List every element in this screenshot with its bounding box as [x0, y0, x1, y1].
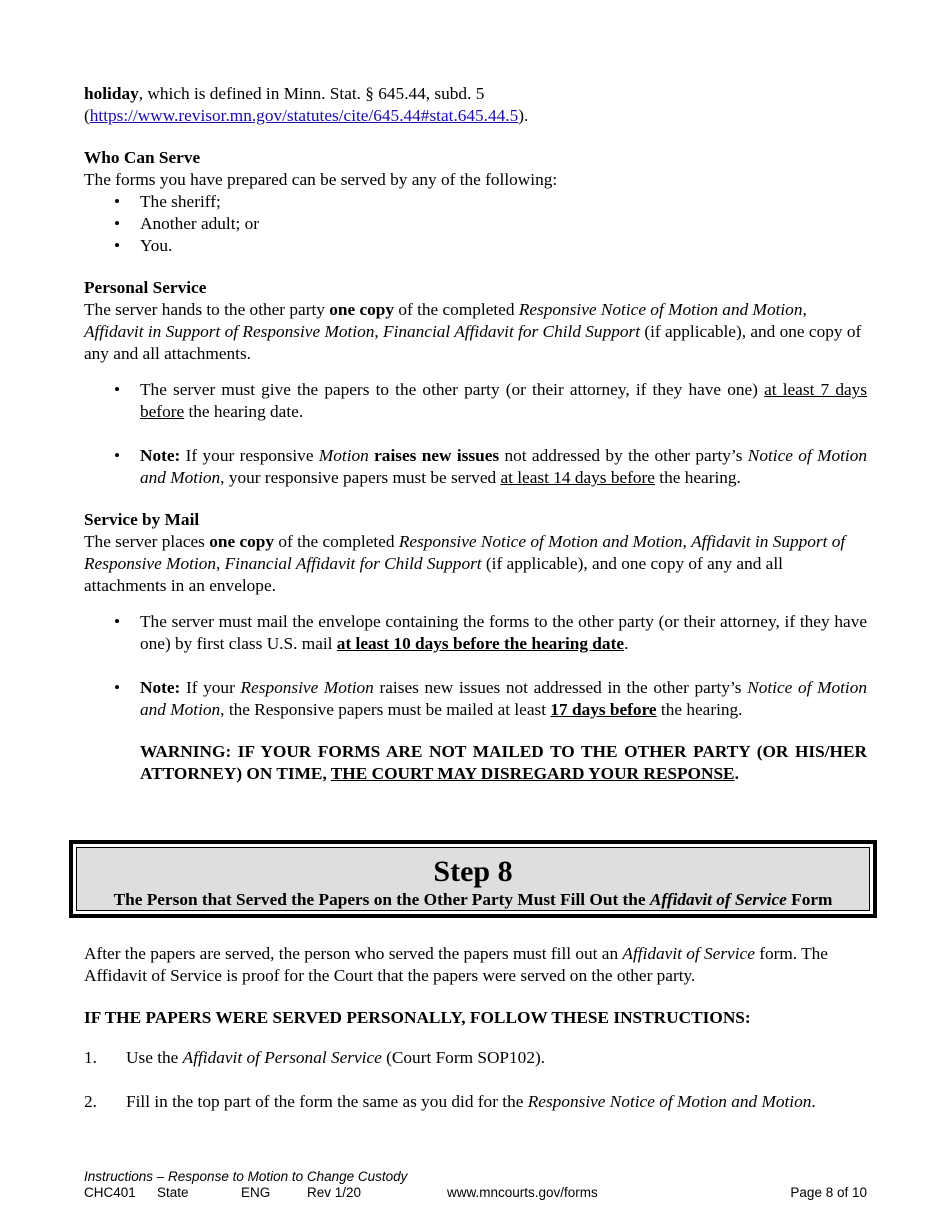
server-list — [84, 191, 867, 257]
list-item: • Note: If your responsive Motion raises new issues not addressed by the other party’s Notice of Motion and Motion, your responsive papers must be served at least 14 days before the hearing. — [114, 446, 867, 487]
personal-service-bullets — [84, 379, 867, 489]
paren: ( — [84, 106, 90, 125]
intro-paragraph — [84, 83, 867, 127]
instructions-heading: IF THE PAPERS WERE SERVED PERSONALLY, FOLLOW THESE INSTRUCTIONS: — [84, 1008, 751, 1027]
service-by-mail-paragraph: The server places one copy of the completed Responsive Notice of Motion and Motion, Affidavit in Support of Responsive Motion, Financial Affidavit for Child Support (if applicable), and one copy of any and all attachments in an envelope. — [84, 532, 846, 595]
who-can-serve-text: The forms you have prepared can be served by any of the following: — [84, 170, 558, 189]
document-body — [84, 83, 867, 785]
footer-title: Instructions – Response to Motion to Change Custody — [84, 1169, 408, 1184]
list-item: • The server must give the papers to the other party (or their attorney, if they have one) at least 7 days before the hearing date. — [114, 380, 867, 421]
step-subtitle: The Person that Served the Papers on the Other Party Must Fill Out the Affidavit of Service Form — [113, 890, 833, 909]
page-footer — [84, 1169, 867, 1201]
mail-bullets — [84, 611, 867, 721]
list-item: • Another adult; or — [114, 214, 260, 233]
footer-rev: Rev 1/20 — [307, 1185, 362, 1200]
step-8-banner — [69, 840, 877, 918]
paren-close: ). — [518, 106, 529, 125]
step-title: Step 8 — [433, 855, 513, 888]
warning-text: WARNING: IF YOUR FORMS ARE NOT MAILED TO THE OTHER PARTY (OR HIS/HER ATTORNEY) ON TIME, THE COURT MAY DISREGARD YOUR RESPONSE. — [140, 742, 867, 783]
who-can-serve-heading: Who Can Serve — [84, 148, 201, 167]
after-section — [84, 943, 867, 1113]
intro-text: , which is defined in Minn. Stat. § 645.44, subd. 5 — [138, 84, 485, 103]
list-item: • Note: If your Responsive Motion raises new issues not addressed in the other party’s Notice of Motion and Motion, the Responsive papers must be mailed at least 17 days before the hearing. — [114, 678, 867, 719]
after-paragraph: After the papers are served, the person who served the papers must fill out an Affidavit of Service form. The Affidavit of Service is proof for the Court that the papers were served on the other party. — [84, 944, 828, 985]
list-item: • The server must mail the envelope containing the forms to the other party (or their attorney, if they have one) by first class U.S. mail at least 10 days before the hearing date. — [114, 612, 867, 653]
statute-link[interactable]: https://www.revisor.mn.gov/statutes/cite/645.44#stat.645.44.5 — [89, 106, 519, 125]
personal-service-heading: Personal Service — [84, 278, 207, 297]
list-item: • You. — [114, 236, 173, 255]
footer-page: Page 8 of 10 — [790, 1185, 867, 1200]
holiday-term: holiday — [84, 84, 139, 103]
footer-lang: ENG — [241, 1185, 271, 1200]
list-item: 2. Fill in the top part of the form the same as you did for the Responsive Notice of Motion and Motion. — [84, 1092, 816, 1111]
footer-code: CHC401 — [84, 1185, 136, 1200]
personal-service-paragraph: The server hands to the other party one copy of the completed Responsive Notice of Motion and Motion, Affidavit in Support of Responsive Motion, Financial Affidavit for Child Support (if applicable), and one copy of any and all attachments. — [84, 300, 862, 363]
list-item: • The sheriff; — [114, 192, 221, 211]
instruction-list — [84, 1047, 867, 1113]
list-item: 1. Use the Affidavit of Personal Service (Court Form SOP102). — [84, 1048, 546, 1067]
service-by-mail-heading: Service by Mail — [84, 510, 200, 529]
footer-site: www.mncourts.gov/forms — [447, 1185, 598, 1200]
footer-state: State — [157, 1185, 189, 1200]
